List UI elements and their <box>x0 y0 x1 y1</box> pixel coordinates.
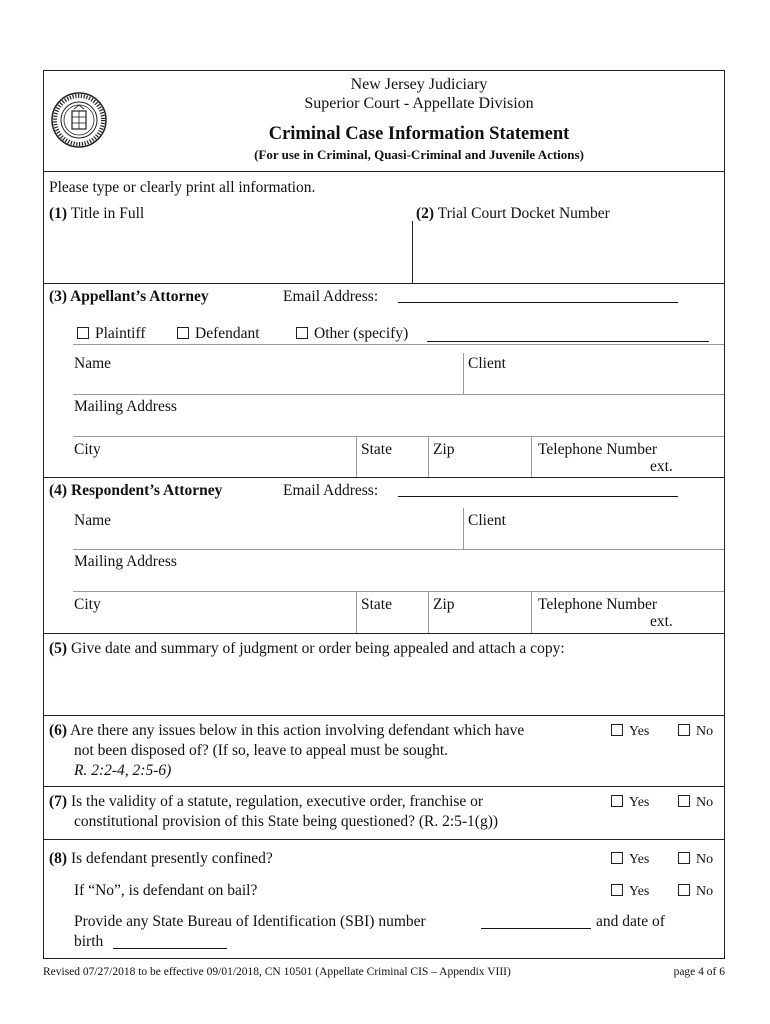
respondent-mailing-label: Mailing Address <box>74 553 177 570</box>
docket-number-label <box>416 204 610 223</box>
appellant-ext-label: ext. <box>650 458 673 475</box>
divider <box>463 353 464 394</box>
respondent-city-label: City <box>74 596 101 613</box>
section-2-text: Trial Court Docket Number <box>437 205 610 222</box>
bail-question: If “No”, is defendant on bail? <box>74 882 258 899</box>
divider <box>73 549 724 550</box>
birth-label: birth <box>74 933 104 950</box>
divider <box>356 437 357 477</box>
defendant-option[interactable] <box>177 324 260 343</box>
checkbox-icon[interactable] <box>177 327 189 339</box>
section-1-text: Title in Full <box>70 205 145 222</box>
respondent-name-label: Name <box>74 512 112 529</box>
divider <box>44 786 724 787</box>
cis-form <box>43 70 725 959</box>
section-6-line-2: not been disposed of? (If so, leave to appeal must be sought. <box>74 742 449 759</box>
respondent-state-label: State <box>361 596 392 613</box>
respondent-email-label: Email Address: <box>283 482 379 499</box>
form-title: Criminal Case Information Statement <box>268 124 570 144</box>
section-6-line-1: Are there any issues below in this action involving defendant which have <box>70 722 525 739</box>
form-header <box>44 71 724 172</box>
other-specify-field[interactable] <box>427 341 709 342</box>
section-6-line-3: R. 2:2-4, 2:5-6) <box>74 762 172 779</box>
instructions: Please type or clearly print all information. <box>49 179 316 196</box>
divider <box>531 437 532 477</box>
no-label: No <box>696 852 714 867</box>
section-2-number: (2) <box>416 205 435 222</box>
checkbox-icon[interactable] <box>611 852 623 864</box>
plaintiff-option[interactable] <box>77 324 146 343</box>
section-7-line-1: Is the validity of a statute, regulation, executive order, franchise or <box>70 793 484 810</box>
divider <box>44 839 724 840</box>
respondent-attorney-heading: (4) Respondent’s Attorney <box>49 482 223 499</box>
section-8-number: (8) <box>49 850 68 867</box>
appellant-client-label: Client <box>468 355 506 372</box>
divider <box>73 591 724 592</box>
checkbox-icon[interactable] <box>678 884 690 896</box>
q6-yes-option[interactable] <box>611 723 649 741</box>
appellant-email-field[interactable] <box>398 302 678 303</box>
checkbox-icon[interactable] <box>678 724 690 736</box>
other-label: Other (specify) <box>314 325 409 342</box>
q7-yes-option[interactable] <box>611 794 649 812</box>
sbi-label: Provide any State Bureau of Identification (SBI) number <box>74 913 426 930</box>
respondent-ext-label: ext. <box>650 613 673 630</box>
dob-label: and date of <box>596 913 665 930</box>
q6-no-option[interactable] <box>678 723 713 741</box>
title-in-full-label <box>49 204 144 223</box>
checkbox-icon[interactable] <box>296 327 308 339</box>
respondent-email-field[interactable] <box>398 496 678 497</box>
q8b-yes-option[interactable] <box>611 883 649 901</box>
divider <box>73 344 724 345</box>
appellant-telephone-label: Telephone Number <box>538 441 657 458</box>
appellant-mailing-label: Mailing Address <box>74 398 177 415</box>
appellant-zip-label: Zip <box>433 441 455 458</box>
q7-no-option[interactable] <box>678 794 713 812</box>
checkbox-icon[interactable] <box>611 724 623 736</box>
yes-label: Yes <box>629 852 650 867</box>
form-subtitle: (For use in Criminal, Quasi-Criminal and Juvenile Actions) <box>254 147 584 162</box>
divider <box>44 477 724 478</box>
divider <box>428 437 429 477</box>
judgment-summary-label <box>49 639 565 658</box>
divider-1-2 <box>412 221 413 283</box>
issues-question <box>49 721 524 740</box>
yes-label: Yes <box>629 884 650 899</box>
appellant-state-label: State <box>361 441 392 458</box>
footer-page-number: page 4 of 6 <box>673 966 725 978</box>
no-label: No <box>696 884 714 899</box>
no-label: No <box>696 724 714 739</box>
respondent-telephone-label: Telephone Number <box>538 596 657 613</box>
checkbox-icon[interactable] <box>611 795 623 807</box>
respondent-client-label: Client <box>468 512 506 529</box>
defendant-label: Defendant <box>195 325 260 342</box>
divider <box>463 508 464 549</box>
appellant-attorney-heading: (3) Appellant’s Attorney <box>49 288 209 305</box>
checkbox-icon[interactable] <box>678 795 690 807</box>
q8a-yes-option[interactable] <box>611 851 649 869</box>
section-6-number: (6) <box>49 722 68 739</box>
q8b-no-option[interactable] <box>678 883 713 901</box>
section-5-text: Give date and summary of judgment or order being appealed and attach a copy: <box>70 640 565 657</box>
header-line-2: Superior Court - Appellate Division <box>304 95 534 112</box>
divider <box>428 592 429 633</box>
divider <box>44 283 724 284</box>
divider <box>73 394 724 395</box>
divider <box>531 592 532 633</box>
section-5-number: (5) <box>49 640 68 657</box>
validity-question <box>49 792 483 811</box>
divider <box>44 715 724 716</box>
checkbox-icon[interactable] <box>611 884 623 896</box>
section-7-number: (7) <box>49 793 68 810</box>
other-option[interactable] <box>296 324 408 343</box>
divider <box>44 633 724 634</box>
appellant-city-label: City <box>74 441 101 458</box>
header-line-1: New Jersey Judiciary <box>350 76 488 93</box>
checkbox-icon[interactable] <box>77 327 89 339</box>
checkbox-icon[interactable] <box>678 852 690 864</box>
appellant-name-label: Name <box>74 355 112 372</box>
section-1-number: (1) <box>49 205 68 222</box>
plaintiff-label: Plaintiff <box>95 325 146 342</box>
confined-question <box>49 849 273 868</box>
no-label: No <box>696 795 714 810</box>
birth-date-field[interactable] <box>113 948 227 949</box>
footer-revision: Revised 07/27/2018 to be effective 09/01/2018, CN 10501 (Appellate Criminal CIS – Appendix VIII) <box>43 966 511 978</box>
divider <box>356 592 357 633</box>
sbi-number-field[interactable] <box>481 928 591 929</box>
yes-label: Yes <box>629 724 650 739</box>
appellant-email-label: Email Address: <box>283 288 379 305</box>
respondent-zip-label: Zip <box>433 596 455 613</box>
divider <box>73 436 724 437</box>
section-7-line-2: constitutional provision of this State being questioned? (R. 2:5-1(g)) <box>74 813 499 830</box>
section-8-q1: Is defendant presently confined? <box>70 850 273 867</box>
q8a-no-option[interactable] <box>678 851 713 869</box>
yes-label: Yes <box>629 795 650 810</box>
